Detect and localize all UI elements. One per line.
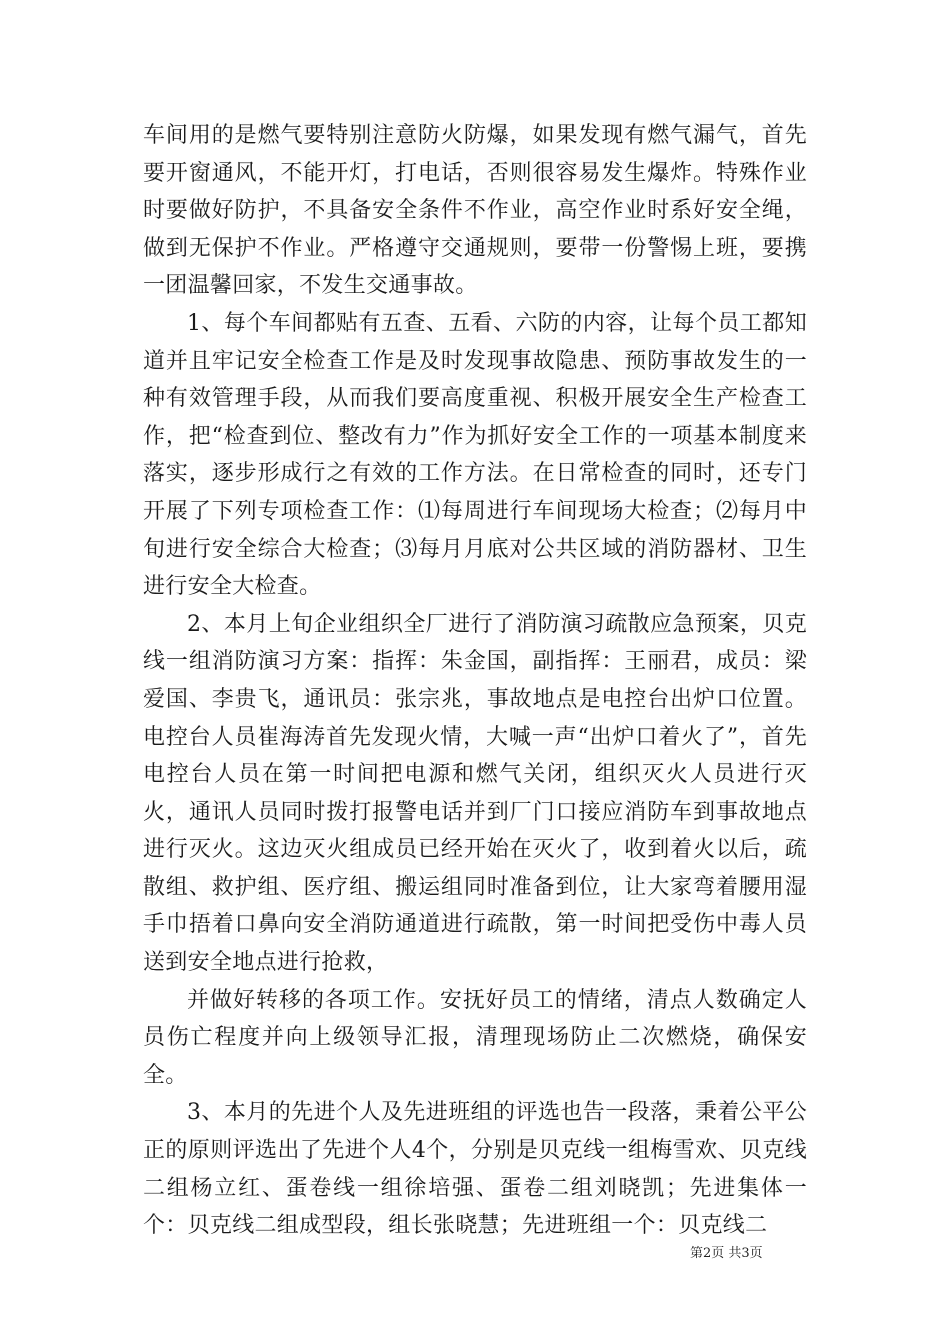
paragraph-awards: 3、本月的先进个人及先进班组的评选也告一段落，秉着公平公正的原则评选出了先进个人4个，分别是贝克线一组梅雪欢、贝克线二组杨立红、蛋卷线一组徐培强、蛋卷二组刘晓凯；先进集体一个：贝克线二组成型段，组长张晓慧；先进班组一个：贝克线二 bbox=[143, 1100, 807, 1239]
document-body bbox=[143, 117, 807, 1245]
paragraph-fire-drill-followup: 并做好转移的各项工作。安抚好员工的情绪，清点人数确定人员伤亡程度并向上级领导汇报，清理现场防止二次燃烧，确保安全。 bbox=[143, 987, 807, 1088]
paragraph-safety-inspection: 1、每个车间都贴有五查、五看、六防的内容，让每个员工都知道并且牢记安全检查工作是及时发现事故隐患、预防事故发生的一种有效管理手段，从而我们要高度重视、积极开展安全生产检查工作，把“检查到位、整改有力”作为抓好安全工作的一项基本制度来落实，逐步形成行之有效的工作方法。在日常检查的同时，还专门开展了下列专项检查工作：⑴每周进行车间现场大检查；⑵每月中旬进行安全综合大检查；⑶每月月底对公共区域的消防器材、卫生进行安全大检查。 bbox=[143, 310, 807, 600]
page-number: 第2页 共3页 bbox=[690, 1246, 763, 1261]
paragraph-gas-safety: 车间用的是燃气要特别注意防火防爆，如果发现有燃气漏气，首先要开窗通风，不能开灯，打电话，否则很容易发生爆炸。特殊作业时要做好防护，不具备安全条件不作业，高空作业时系好安全绳，做到无保护不作业。严格遵守交通规则，要带一份警惕上班，要携一团温馨回家，不发生交通事故。 bbox=[143, 123, 807, 299]
paragraph-fire-drill: 2、本月上旬企业组织全厂进行了消防演习疏散应急预案，贝克线一组消防演习方案：指挥：朱金国，副指挥：王丽君，成员：梁爱国、李贵飞，通讯员：张宗兆，事故地点是电控台出炉口位置。电控台人员崔海涛首先发现火情，大喊一声“出炉口着火了”，首先电控台人员在第一时间把电源和燃气关闭，组织灭火人员进行灭火，通讯人员同时拨打报警电话并到厂门口接应消防车到事故地点进行灭火。这边灭火组成员已经开始在灭火了，收到着火以后，疏散组、救护组、医疗组、搬运组同时准备到位，让大家弯着腰用湿手巾捂着口鼻向安全消防通道进行疏散，第一时间把受伤中毒人员送到安全地点进行抢救， bbox=[143, 611, 807, 976]
